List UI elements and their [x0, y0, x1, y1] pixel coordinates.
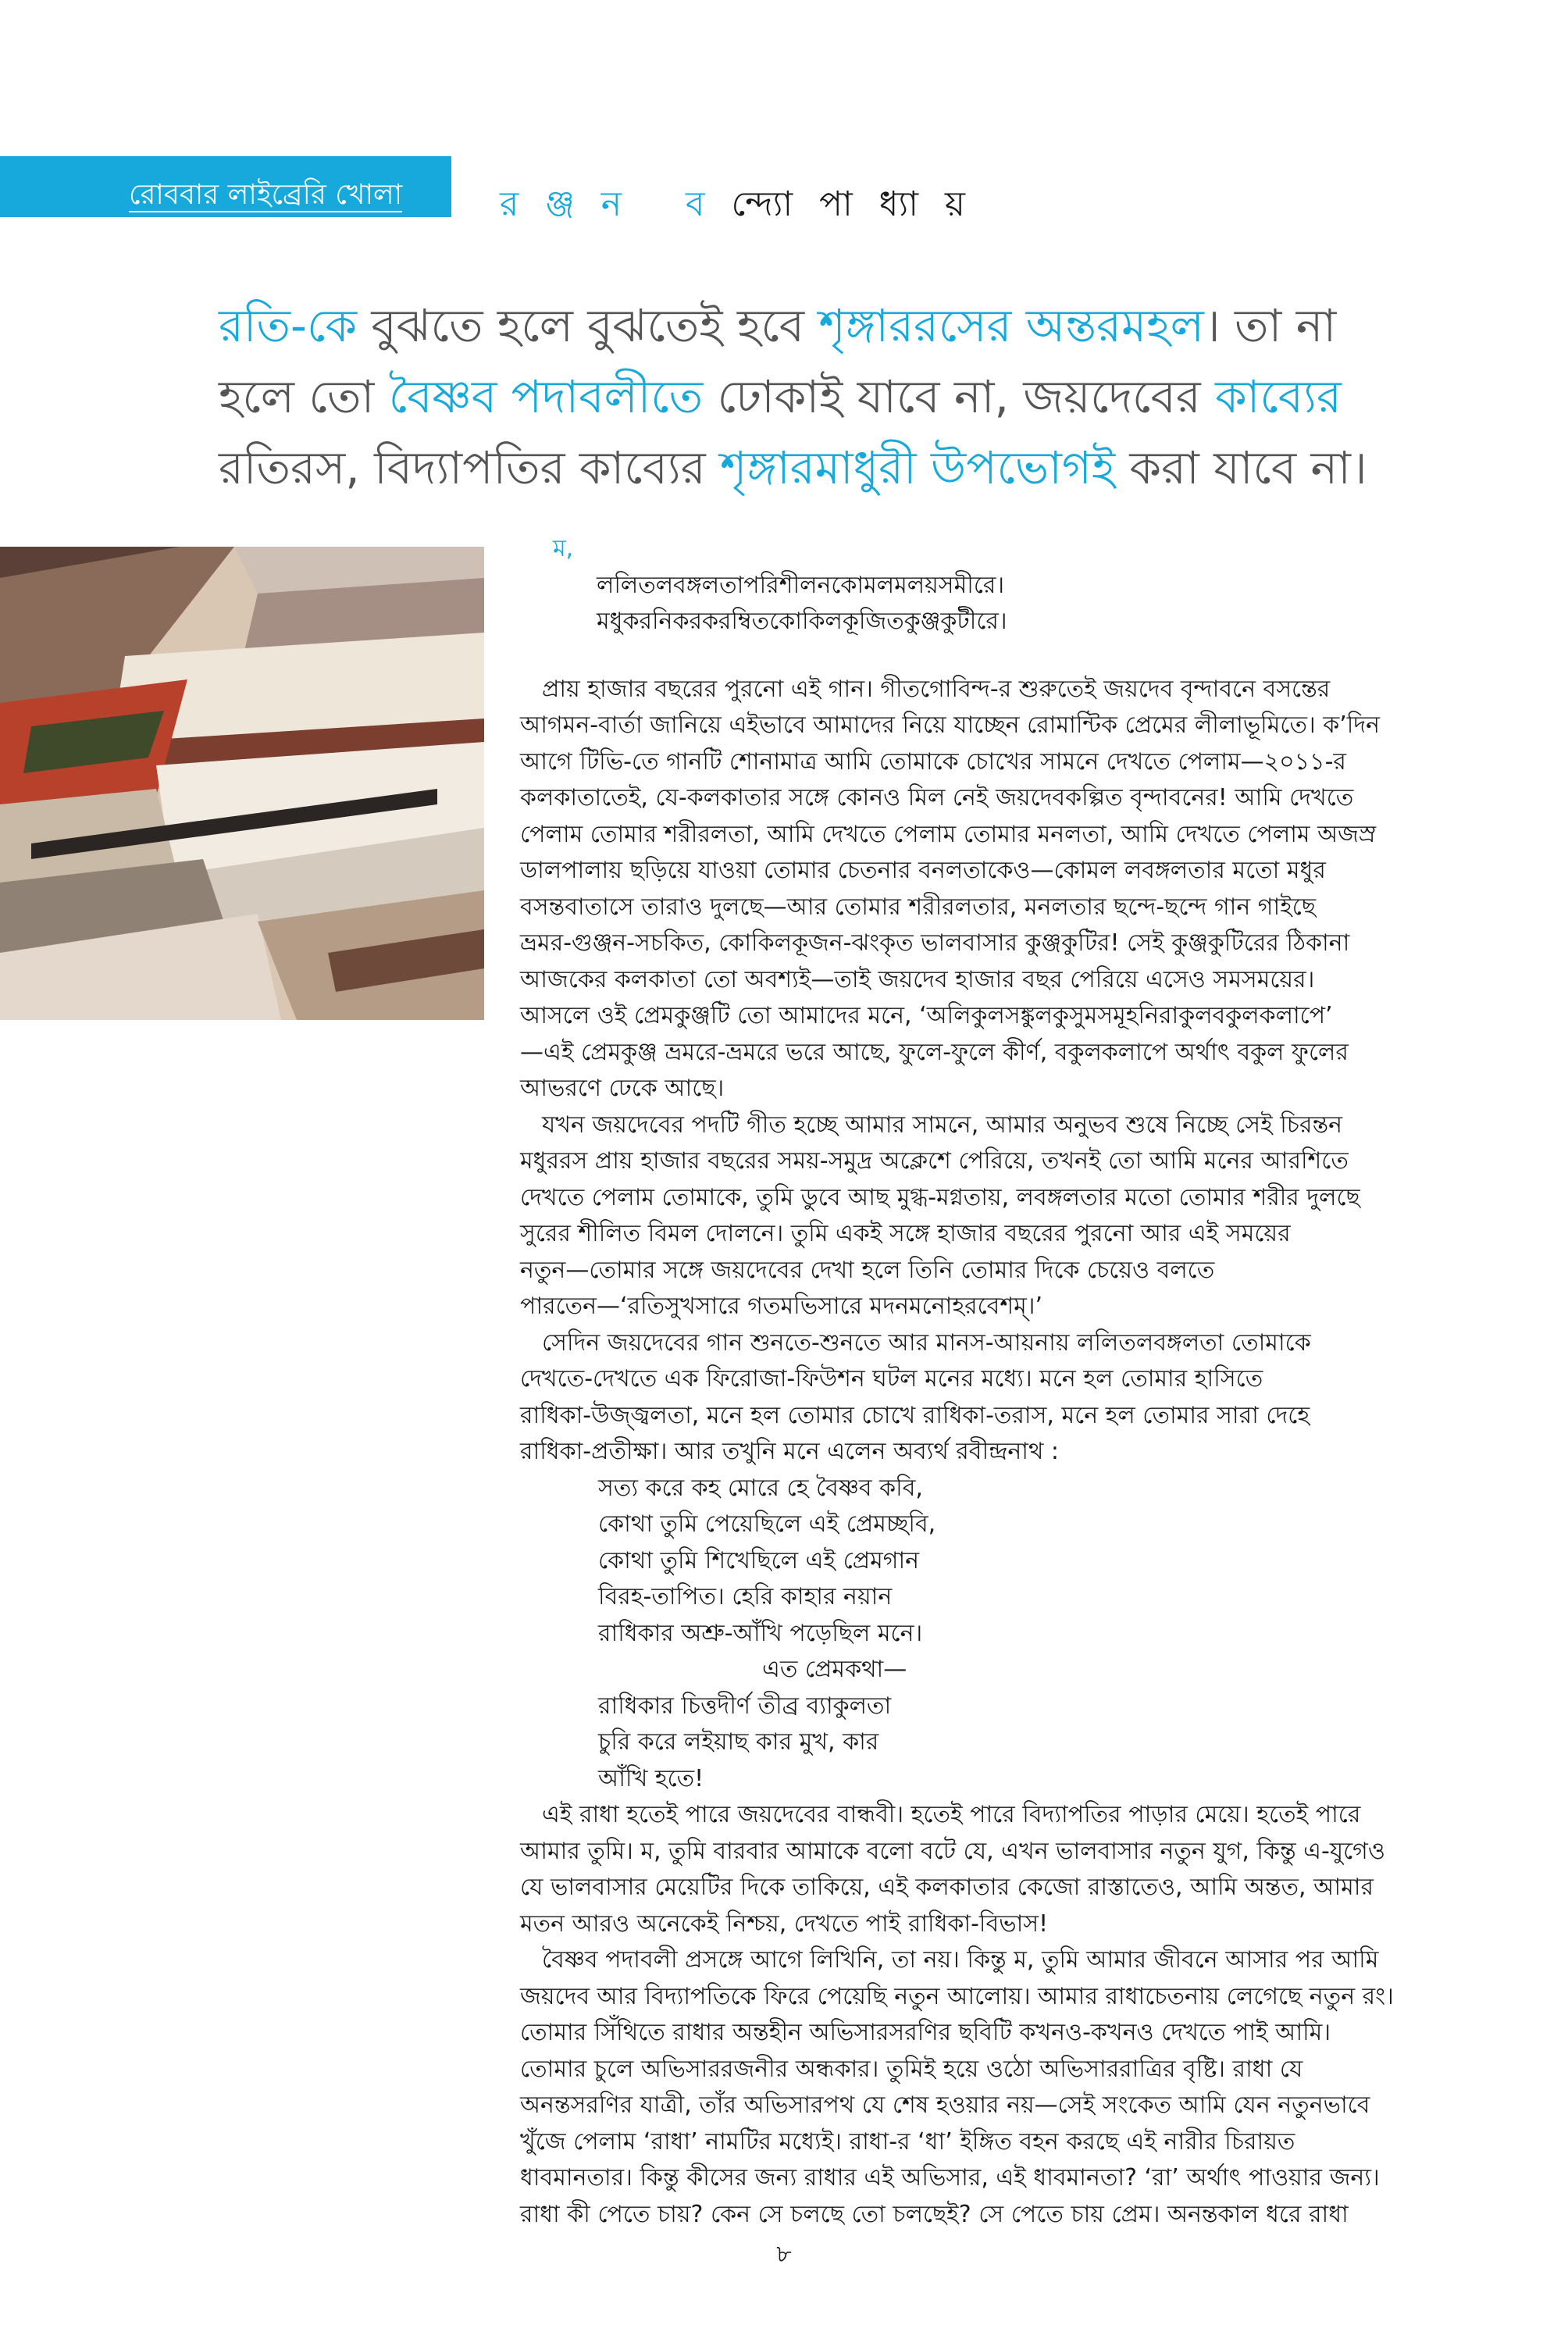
- paragraph-line: রাধিকা-প্রতীক্ষা। আর তখুনি মনে এলেন অব্যর্থ রবীন্দ্রনাথ :: [520, 1438, 1060, 1465]
- paragraph-line: আজকের কলকাতা তো অবশ্যই—তাই জয়দেব হাজার বছর পেরিয়ে এসেও সমসময়ের।: [520, 965, 1315, 993]
- verse-line: কোথা তুমি পেয়েছিলে এই প্রেমচ্ছবি,: [598, 1510, 936, 1538]
- paragraph-line: মধুররস প্রায় হাজার বছরের সময়-সমুদ্র অক্লেশে পেরিয়ে, তখনই তো আমি মনের আরশিতে: [520, 1147, 1349, 1175]
- pullquote-text: । তা না: [1203, 299, 1337, 352]
- pullquote-line: [219, 433, 1437, 504]
- verse-line: মধুকরনিকরকরম্বিতকোকিলকূজিতকুঞ্জকুটীরে।: [597, 608, 1007, 635]
- verse-line: সত্য করে কহ মোরে হে বৈষ্ণব কবি,: [598, 1474, 923, 1502]
- verse-line: রাধিকার চিত্তদীর্ণ তীব্র ব্যাকুলতা: [598, 1692, 892, 1720]
- paragraph-line: এই রাধা হতেই পারে জয়দেবের বান্ধবী। হতেই পারে বিদ্যাপতির পাড়ার মেয়ে। হতেই পারে: [542, 1801, 1361, 1828]
- paragraph-line: সেদিন জয়দেবের গান শুনতে-শুনতে আর মানস-আয়নায় ললিতলবঙ্গলতা তোমাকে: [542, 1328, 1311, 1357]
- paragraph-line: রাধা কী পেতে চায়? কেন সে চলছে তো চলছেই? সে পেতে চায় প্রেম। অনন্তকাল ধরে রাধা: [520, 2200, 1349, 2228]
- paragraph-line: তোমার চুলে অভিসাররজনীর অন্ধকার। তুমিই হয়ে ওঠো অভিসাররাত্রির বৃষ্টি। রাধা যে: [520, 2055, 1303, 2083]
- pullquote-highlight: শৃঙ্গারমাধুরী উপভোগই: [720, 441, 1116, 494]
- author-last-accent: ব: [686, 184, 713, 224]
- salutation: ম,: [553, 535, 574, 562]
- pullquote-highlight: রতি-কে: [219, 299, 358, 352]
- paragraph-line: ধাবমানতার। কিন্তু কীসের জন্য রাধার এই অভিসার, এই ধাবমানতা? ‘রা’ অর্থাৎ পাওয়ার জন্য।: [520, 2164, 1380, 2191]
- verse-line: ললিতলবঙ্গলতাপরিশীলনকোমলমলয়সমীরে।: [597, 571, 1005, 599]
- verse-line: আঁখি হতে!: [598, 1764, 704, 1792]
- page-number: ৮: [776, 2241, 792, 2268]
- pullquote-text: ঢোকাই যাবে না, জয়দেবের: [703, 370, 1216, 423]
- paragraph-line: তোমার সিঁথিতে রাধার অন্তহীন অভিসারসরণির ছবিটি কখনও-কখনও দেখতে পাই আমি।: [520, 2019, 1331, 2046]
- paragraph-line: দেখতে পেলাম তোমাকে, তুমি ডুবে আছ মুগ্ধ-মগ্নতায়, লবঙ্গলতার মতো তোমার শরীর দুলছে: [520, 1183, 1360, 1211]
- pullquote-text: বুঝতে হলে বুঝতেই হবে: [357, 299, 819, 352]
- pullquote-text: করা যাবে না।: [1115, 441, 1367, 494]
- paragraph-line: মতন আরও অনেকেই নিশ্চয়, দেখতে পাই রাধিকা-বিভাস!: [520, 1910, 1049, 1938]
- paragraph-line: পারতেন—‘রতিসুখসারে গতমভিসারে মদনমনোহরবেশম্‌।’: [520, 1293, 1043, 1320]
- pullquote-text: হলে তো: [219, 370, 389, 423]
- paragraph-line: যে ভালবাসার মেয়েটির দিকে তাকিয়ে, এই কলকাতার কেজো রাস্তাতেও, আমি অন্তত, আমার: [520, 1874, 1374, 1901]
- verse-line: কোথা তুমি শিখেছিলে এই প্রেমগান: [598, 1546, 920, 1574]
- author-name: [500, 178, 973, 235]
- pullquote-line: [219, 362, 1437, 433]
- article-body: [520, 531, 1449, 2233]
- books-photo: [0, 547, 484, 1020]
- paragraph-line: রাধিকা-উজ্জ্বলতা, মনে হল তোমার চোখে রাধিকা-তরাস, মনে হল তোমার সারা দেহে: [520, 1401, 1310, 1429]
- pullquote-highlight: কাব্যের: [1215, 370, 1342, 423]
- paragraph-line: পেলাম তোমার শরীরলতা, আমি দেখতে পেলাম তোমার মনলতা, আমি দেখতে পেলাম অজস্র: [520, 820, 1377, 848]
- paragraph-line: আগমন-বার্তা জানিয়ে এইভাবে আমাদের নিয়ে যাচ্ছেন রোমান্টিক প্রেমের লীলাভূমিতে। ক’দিন: [520, 711, 1381, 739]
- section-tab: [0, 156, 451, 217]
- section-label: রোববার লাইব্রেরি খোলা: [129, 179, 403, 212]
- paragraph-line: নতুন—তোমার সঙ্গে জয়দেবের দেখা হলে তিনি তোমার দিকে চেয়েও বলতে: [520, 1256, 1215, 1284]
- author-first-name: র ঞ্জ ন: [500, 184, 630, 224]
- verse-line: এত প্রেমকথা—: [762, 1656, 907, 1683]
- pullquote: [219, 291, 1437, 504]
- paragraph-line: আগে টিভি-তে গানটি শোনামাত্র আমি তোমাকে চোখের সামনে দেখতে পেলাম—২০১১-র: [520, 747, 1346, 776]
- paragraph-line: আসলে ওই প্রেমকুঞ্জটি তো আমাদের মনে, ‘অলিকুলসঙ্কুলকুসুমসমূহনিরাকুলবকুলকলাপে’: [520, 1002, 1333, 1029]
- paragraph-line: কলকাতাতেই, যে-কলকাতার সঙ্গে কোনও মিল নেই জয়দেবকল্পিত বৃন্দাবনের! আমি দেখতে: [520, 784, 1354, 811]
- pullquote-highlight: শৃঙ্গাররসের অন্তরমহল: [818, 299, 1204, 352]
- paragraph-line: বৈষ্ণব পদাবলী প্রসঙ্গে আগে লিখিনি, তা নয়। কিন্তু ম, তুমি আমার জীবনে আসার পর আমি: [542, 1946, 1379, 1974]
- pullquote-line: [219, 291, 1437, 362]
- paragraph-line: আমার তুমি। ম, তুমি বারবার আমাকে বলো বটে যে, এখন ভালবাসার নতুন যুগ, কিন্তু এ-যুগেও: [520, 1837, 1385, 1865]
- verse-line: বিরহ-তাপিত। হেরি কাহার নয়ান: [598, 1583, 893, 1610]
- verse-line: রাধিকার অশ্রু-আঁখি পড়েছিল মনে।: [598, 1619, 923, 1647]
- paragraph-line: অনন্তসরণির যাত্রী, তাঁর অভিসারপথ যে শেষ হওয়ার নয়—সেই সংকেত আমি যেন নতুনভাবে: [520, 2091, 1370, 2119]
- paragraph-line: বসন্তবাতাসে তারাও দুলছে—আর তোমার শরীরলতার, মনলতার ছন্দে-ছন্দে গান গাইছে: [520, 893, 1317, 921]
- paragraph-line: ভ্রমর-গুঞ্জন-সচকিত, কোকিলকূজন-ঝংকৃত ভালবাসার কুঞ্জকুটির! সেই কুঞ্জকুটিরের ঠিকানা: [520, 929, 1350, 957]
- paragraph-line: যখন জয়দেবের পদটি গীত হচ্ছে আমার সামনে, আমার অনুভব শুষে নিচ্ছে সেই চিরন্তন: [542, 1111, 1343, 1139]
- paragraph-line: জয়দেব আর বিদ্যাপতিকে ফিরে পেয়েছি নতুন আলোয়। আমার রাধাচেতনায় লেগেছে নতুন রং।: [520, 1982, 1394, 2010]
- paragraph-line: সুরের শীলিত বিমল দোলনে। তুমি একই সঙ্গে হাজার বছরের পুরনো আর এই সময়ের: [520, 1220, 1291, 1247]
- paragraph-line: দেখতে-দেখতে এক ফিরোজা-ফিউশন ঘটল মনের মধ্যে। মনে হল তোমার হাসিতে: [520, 1365, 1263, 1393]
- paragraph-line: খুঁজে পেলাম ‘রাধা’ নামটির মধ্যেই। রাধা-র ‘ধা’ ইঙ্গিত বহন করছে এই নারীর চিরায়ত: [520, 2127, 1295, 2156]
- paragraph-line: —এই প্রেমকুঞ্জ ভ্রমরে-ভ্রমরে ভরে আছে, ফুলে-ফুলে কীর্ণ, বকুলকলাপে অর্থাৎ বকুল ফুলের: [520, 1038, 1349, 1066]
- paragraph-line: প্রায় হাজার বছরের পুরনো এই গান। গীতগোবিন্দ-র শুরুতেই জয়দেব বৃন্দাবনে বসন্তের: [542, 675, 1331, 703]
- pullquote-highlight: বৈষ্ণব পদাবলীতে: [388, 370, 704, 423]
- pullquote-text: রতিরস, বিদ্যাপতির কাব্যের: [219, 441, 721, 494]
- verse-line: চুরি করে লইয়াছ কার মুখ, কার: [598, 1728, 879, 1756]
- paragraph-line: আভরণে ঢেকে আছে।: [520, 1075, 725, 1102]
- books-illustration: [0, 547, 484, 1020]
- author-last-rest: ন্দ্যো পা ধ্যা য়: [731, 184, 973, 224]
- paragraph-line: ডালপালায় ছড়িয়ে যাওয়া তোমার চেতনার বনলতাকেও—কোমল লবঙ্গলতার মতো মধুর: [520, 857, 1326, 884]
